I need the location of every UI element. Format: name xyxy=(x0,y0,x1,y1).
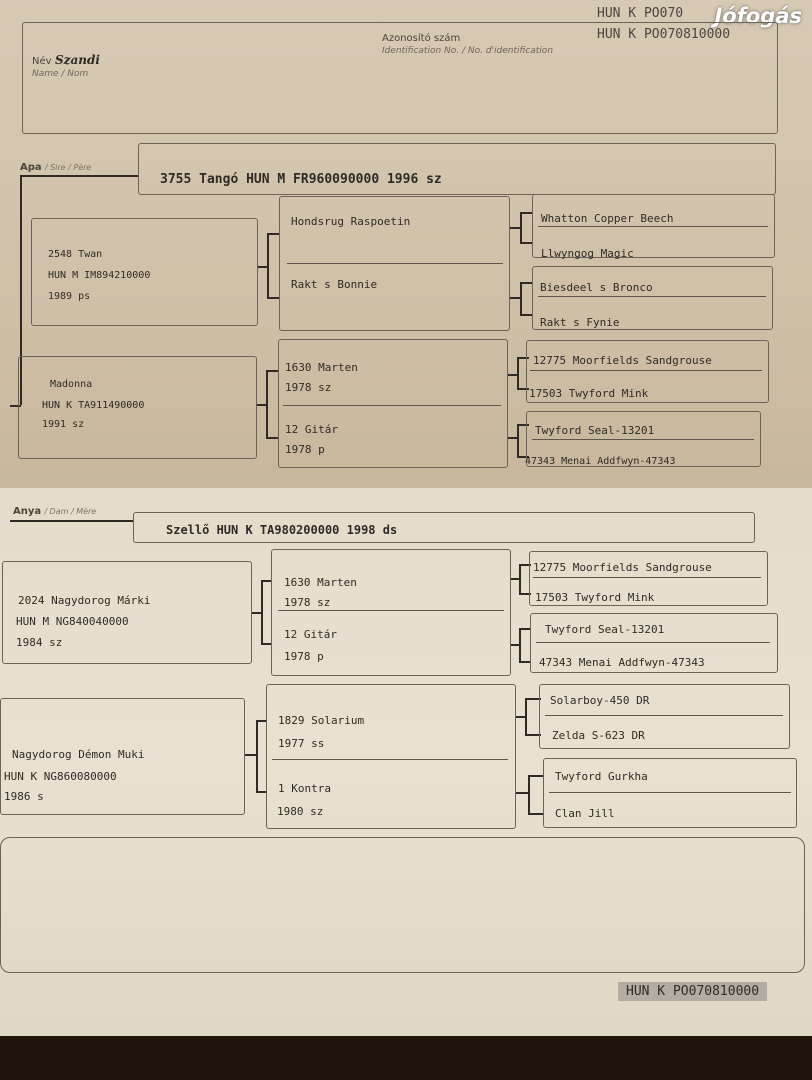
gd2-divider xyxy=(272,759,508,760)
ggs2-dam: Rakt s Fynie xyxy=(540,316,620,329)
ggd3-sire: Solarboy-450 DR xyxy=(550,694,650,707)
ggs1-bottom xyxy=(520,242,532,244)
name-label: Név xyxy=(32,56,52,67)
gd1-name: 2024 Nagydorog Márki xyxy=(18,594,151,607)
gd1-dam-name: 12 Gitár xyxy=(284,628,337,641)
ggs4-dam: 47343 Menai Addfwyn-47343 xyxy=(525,456,676,467)
id-label: Azonosító szám xyxy=(382,33,461,44)
ggs2-divider xyxy=(538,296,766,297)
ggd1-sire: 12775 Moorfields Sandgrouse xyxy=(533,561,712,574)
notes-box xyxy=(0,837,805,973)
background-floor xyxy=(0,1036,812,1080)
gs1-bracket-bottom xyxy=(267,297,279,299)
ggd3-bracket xyxy=(525,698,527,734)
id-value: HUN K PO070810000 xyxy=(597,27,731,42)
dam-label: Anya / Dam / Mère xyxy=(13,506,97,517)
gs1-year: 1989 ps xyxy=(48,291,91,302)
ggs1-connector xyxy=(510,227,520,229)
ggd1-bracket xyxy=(519,564,521,593)
ggs2-top xyxy=(520,282,532,284)
gs2-bracket-bottom xyxy=(266,437,278,439)
gs1-bracket xyxy=(267,233,269,298)
sire-name: 3755 Tangó HUN M FR960090000 1996 sz xyxy=(160,172,442,187)
gd1-dam-year: 1978 p xyxy=(284,650,324,663)
ggd4-divider xyxy=(549,792,791,793)
id-sublabel: Identification No. / No. d'identification xyxy=(382,46,554,56)
ggd4-dam: Clan Jill xyxy=(555,807,615,820)
gs1-id: HUN M IM894210000 xyxy=(48,270,151,281)
ggd4-sire: Twyford Gurkha xyxy=(555,770,648,783)
gd2-sire-name: 1829 Solarium xyxy=(278,714,365,727)
gd2-dam-name: 1 Kontra xyxy=(278,782,331,795)
gd2-bracket xyxy=(256,720,258,792)
sire-connector xyxy=(20,175,138,177)
gd1-sire-year: 1978 sz xyxy=(284,596,331,609)
ggd1-dam: 17503 Twyford Mink xyxy=(535,591,655,604)
gs2-dam-year: 1978 p xyxy=(285,443,325,456)
ggd3-dam: Zelda S-623 DR xyxy=(552,729,645,742)
ggs4-divider xyxy=(532,439,754,440)
gd1-bracket-top xyxy=(261,580,271,582)
ggs4-sire: Twyford Seal-13201 xyxy=(535,424,655,437)
ggs2-bottom xyxy=(520,314,532,316)
ggd2-sire: Twyford Seal-13201 xyxy=(545,623,665,636)
gs2-name: Madonna xyxy=(50,379,93,390)
sire-label: Apa / Sire / Père xyxy=(20,162,92,173)
name-sublabel: Name / Nom xyxy=(32,69,89,79)
ggs4-bracket xyxy=(517,424,519,456)
gd2-id: HUN K NG860080000 xyxy=(4,770,117,783)
gd1-id: HUN M NG840040000 xyxy=(16,615,129,628)
gd2-sire-year: 1977 ss xyxy=(278,737,325,750)
gs2-sire-name: 1630 Marten xyxy=(285,361,358,374)
gs2-year: 1991 sz xyxy=(42,419,85,430)
gs2-bracket-top xyxy=(266,370,278,372)
gd2-name: Nagydorog Démon Muki xyxy=(12,748,145,761)
ggs3-bracket xyxy=(517,357,519,388)
ggs1-divider xyxy=(538,226,768,227)
gd1-bracket-bottom xyxy=(261,643,271,645)
ggs3-dam: 17503 Twyford Mink xyxy=(529,387,649,400)
ggs1-bracket xyxy=(520,212,522,242)
ggs2-bracket xyxy=(520,282,522,314)
ggs1-top xyxy=(520,212,532,214)
gs1-bracket-top xyxy=(267,233,279,235)
ggd2-dam: 47343 Menai Addfwyn-47343 xyxy=(539,656,705,669)
ggs1-sire: Whatton Copper Beech xyxy=(541,212,674,225)
gd2-bracket-top xyxy=(256,720,266,722)
ggd2-bracket xyxy=(519,628,521,661)
ggd4-top xyxy=(528,775,544,777)
ggd4-bracket xyxy=(528,775,530,813)
gs2-id: HUN K TA911490000 xyxy=(42,400,145,411)
gd2-year: 1986 s xyxy=(4,790,44,803)
gd1-divider xyxy=(278,610,504,611)
id-top-partial: HUN K PO070 xyxy=(597,6,684,21)
dam-name: Szellő HUN K TA980200000 1998 ds xyxy=(166,523,398,537)
ggs1-dam: Llwyngog Magic xyxy=(541,247,634,260)
gd1-sire-name: 1630 Marten xyxy=(284,576,357,589)
ggs2-sire: Biesdeel s Bronco xyxy=(540,281,653,294)
name-value: Szandi xyxy=(55,53,100,67)
ggs3-sire: 12775 Moorfields Sandgrouse xyxy=(533,354,712,367)
gs1-sire-name: Hondsrug Raspoetin xyxy=(291,215,411,228)
gs2-dam-name: 12 Gitár xyxy=(285,423,338,436)
ggd3-divider xyxy=(545,715,783,716)
gs2-bracket xyxy=(266,370,268,438)
ggd2-divider xyxy=(536,642,770,643)
ggd1-divider xyxy=(533,577,761,578)
watermark-logo: Jófogás xyxy=(714,4,802,28)
gs1-dam-name: Rakt s Bonnie xyxy=(291,278,378,291)
gd1-bracket xyxy=(261,580,263,644)
gs2-divider xyxy=(283,405,501,406)
footer-id-value: HUN K PO070810000 xyxy=(618,982,767,1001)
gs1-name: 2548 Twan xyxy=(48,249,103,260)
gs2-sire-year: 1978 sz xyxy=(285,381,332,394)
ggd4-bottom xyxy=(528,813,544,815)
ggs2-connector xyxy=(510,297,520,299)
gd1-year: 1984 sz xyxy=(16,636,63,649)
gd2-dam-year: 1980 sz xyxy=(277,805,324,818)
ggs3-divider xyxy=(530,370,762,371)
gd2-bracket-bottom xyxy=(256,791,266,793)
dam-connector xyxy=(10,520,133,522)
gs1-divider xyxy=(287,263,503,264)
sire-box xyxy=(138,143,776,195)
